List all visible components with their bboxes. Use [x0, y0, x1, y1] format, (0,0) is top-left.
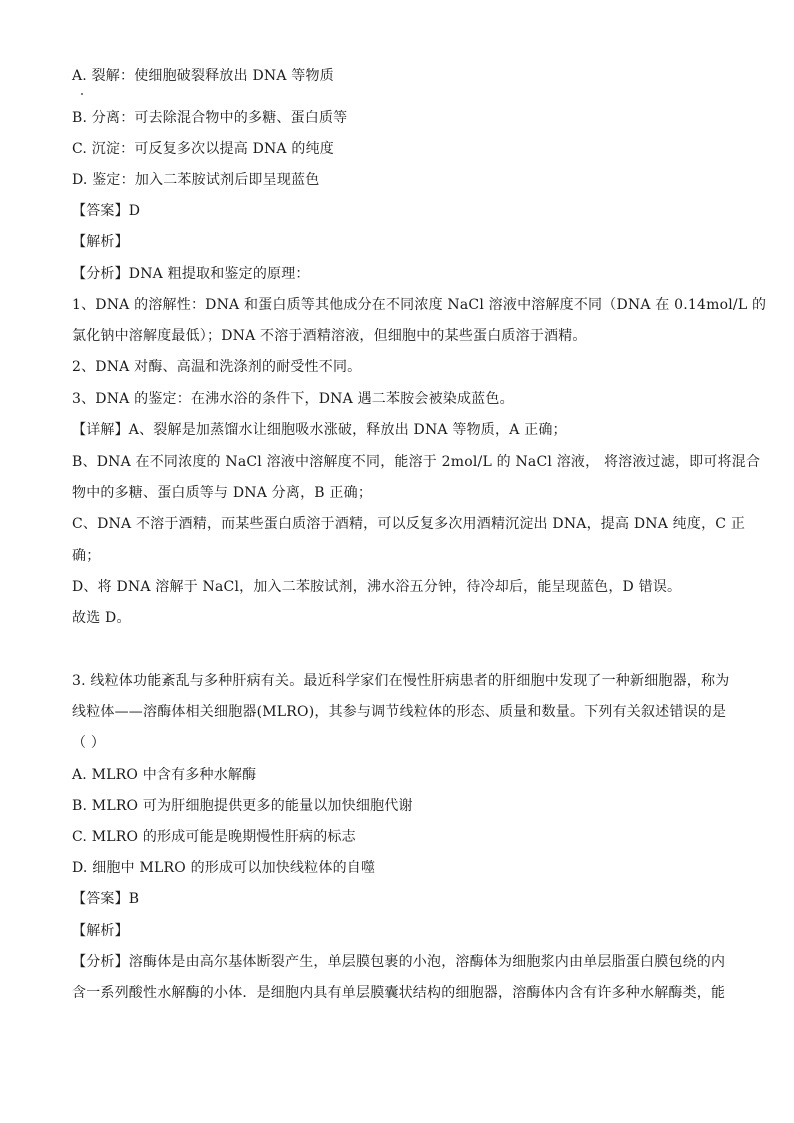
question-3-blank: （ ） [72, 735, 106, 751]
principle-1-line-2: 氯化钠中溶解度最低）；DNA 不溶于酒精溶液，但细胞中的某些蛋白质溶于酒精。 [72, 328, 587, 344]
option-d-line: D. 鉴定：加入二苯胺试剂后即呈现蓝色 [72, 172, 320, 188]
principle-2-line: 2、DNA 对酶、高温和洗涤剂的耐受性不同。 [72, 359, 362, 375]
detail-d-line: D、将 DNA 溶解于 NaCl，加入二苯胺试剂，沸水浴五分钟，待冷却后，能呈现蓝色，D 错误。 [72, 579, 682, 595]
conclusion-line: 故选 D。 [72, 610, 131, 626]
detail-c-line-1: C、DNA 不溶于酒精，而某些蛋白质溶于酒精，可以反复多次用酒精沉淀出 DNA，提高 DNA 纯度，C 正 [72, 516, 746, 532]
q3-analysis-line-1: 【分析】溶酶体是由高尔基体断裂产生，单层膜包裹的小泡，溶酶体为细胞浆内由单层脂蛋白膜包绕的内 [72, 954, 726, 970]
q3-option-d: D. 细胞中 MLRO 的形成可以加快线粒体的自噬 [72, 860, 376, 876]
q3-option-a: A. MLRO 中含有多种水解酶 [72, 767, 257, 783]
q3-option-c: C. MLRO 的形成可能是晚期慢性肝病的标志 [72, 829, 356, 845]
question-3-line-2: 线粒体——溶酶体相关细胞器(MLRO)，其参与调节线粒体的形态、质量和数量。下列有关叙述错误的是 [72, 704, 727, 720]
detail-b-line-2: 物中的多糖、蛋白质等与 DNA 分离，B 正确； [72, 485, 373, 501]
principle-3-line: 3、DNA 的鉴定：在沸水浴的条件下，DNA 遇二苯胺会被染成蓝色。 [72, 391, 514, 407]
q3-option-b: B. MLRO 可为肝细胞提供更多的能量以加快细胞代谢 [72, 798, 413, 814]
option-a-line: A. 裂解：使细胞破裂释放出 DNA 等物质 [72, 68, 334, 84]
detail-c-line-2: 确； [72, 548, 101, 564]
analysis-heading: 【分析】DNA 粗提取和鉴定的原理： [72, 266, 310, 282]
explanation-heading: 【解析】 [72, 234, 129, 250]
scan-mark [81, 93, 83, 95]
q3-explanation-heading: 【解析】 [72, 923, 129, 939]
option-c-line: C. 沉淀：可反复多次以提高 DNA 的纯度 [72, 141, 334, 157]
option-b-line: B. 分离：可去除混合物中的多糖、蛋白质等 [72, 110, 348, 126]
detail-b-line-1: B、DNA 在不同浓度的 NaCl 溶液中溶解度不同，能溶于 2mol/L 的 NaCl 溶液， 将溶液过滤，即可将混合 [72, 454, 761, 470]
q3-analysis-line-2: 含一系列酸性水解酶的小体．是细胞内具有单层膜囊状结构的细胞器，溶酶体内含有许多种水解酶类，能 [72, 985, 726, 1001]
q3-answer-line: 【答案】B [72, 891, 140, 907]
answer-line: 【答案】D [72, 203, 141, 219]
principle-1-line-1: 1、DNA 的溶解性：DNA 和蛋白质等其他成分在不同浓度 NaCl 溶液中溶解度不同（DNA 在 0.14mol/L 的 [72, 297, 767, 313]
detail-a-line: 【详解】A、裂解是加蒸馏水让细胞吸水涨破，释放出 DNA 等物质，A 正确； [72, 422, 567, 438]
question-3-line-1: 3. 线粒体功能紊乱与多种肝病有关。最近科学家们在慢性肝病患者的肝细胞中发现了一种新细胞器，称为 [72, 673, 730, 689]
